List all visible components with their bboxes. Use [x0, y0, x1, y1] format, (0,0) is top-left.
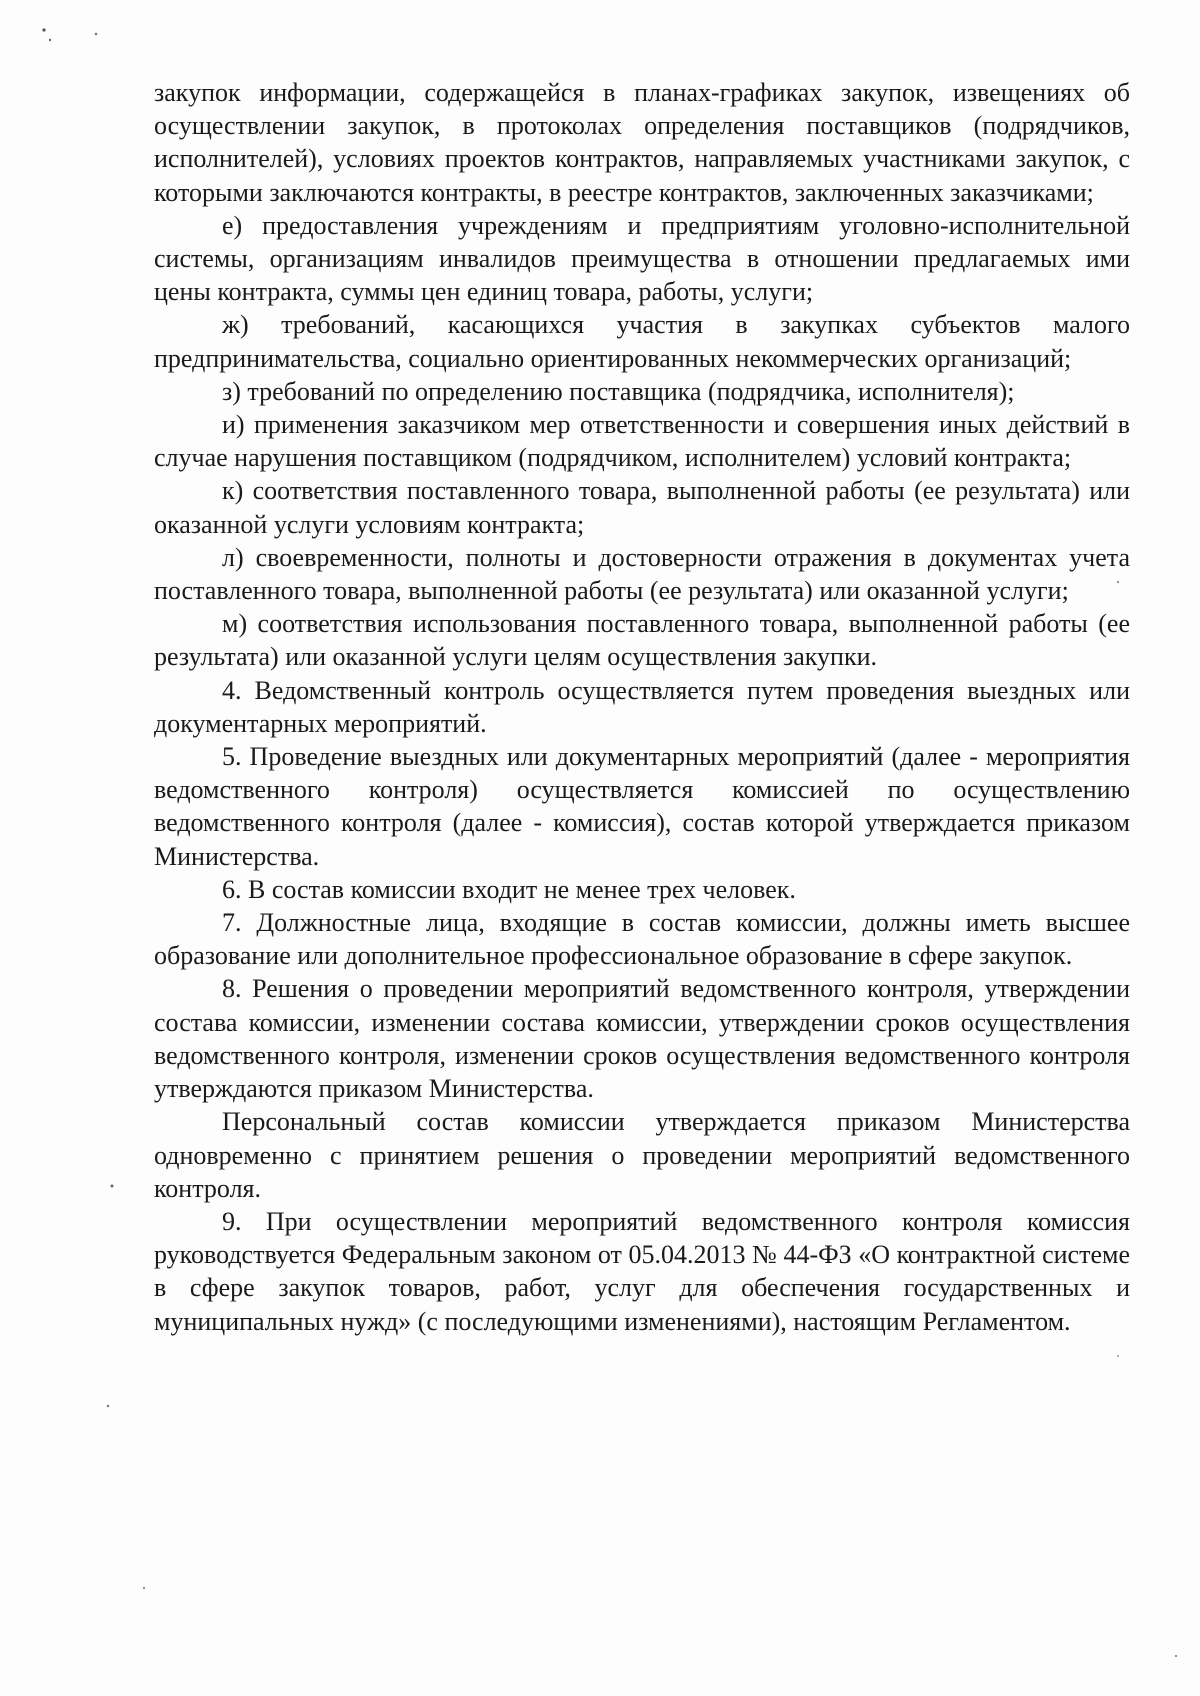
paragraph-9: 9. При осуществлении мероприятий ведомственного контроля комиссия руководствуется Федеральным законом от 05.04.2013 № 44-ФЗ «О контрактной системе в сфере закупок товаров, работ, услуг для обеспечения государственных и муниципальных нужд» (с последующими изменениями), настоящим Регламентом. — [154, 1206, 1130, 1336]
paragraph-l: л) своевременности, полноты и достоверности отражения в документах учета поставленного товара, выполненной работы (ее результата) или оказанной услуги; — [154, 542, 1130, 606]
paragraph-6: 6. В состав комиссии входит не менее трех человек. — [222, 874, 796, 904]
paragraph-k: к) соответствия поставленного товара, выполненной работы (ее результата) или оказанной услуги условиям контракта; — [154, 476, 1130, 539]
paragraph-7: 7. Должностные лица, входящие в состав комиссии, должны иметь высшее образование или дополнительное профессиональное образование в сфере закупок. — [154, 908, 1130, 971]
paragraph-4: 4. Ведомственный контроль осуществляется путем проведения выездных или документарных мероприятий. — [154, 675, 1130, 738]
paragraph-i: и) применения заказчиком мер ответственности и совершения иных действий в случае нарушения поставщиком (подрядчиком, исполнителем) условий контракта; — [154, 410, 1130, 473]
paragraph-z: з) требований по определению поставщика (подрядчика, исполнителя); — [222, 376, 1015, 406]
document-body — [154, 76, 1130, 1338]
paragraph-m: м) соответствия использования поставленного товара, выполненной работы (ее результата) или оказанной услуги целям осуществления закупки. — [154, 609, 1130, 672]
paragraph-zh: ж) требований, касающихся участия в закупках субъектов малого предпринимательства, социально ориентированных некоммерческих организаций; — [154, 310, 1130, 373]
paragraph-5: 5. Проведение выездных или документарных мероприятий (далее - мероприятия ведомственного контроля) осуществляется комиссией по осуществлению ведомственного контроля (далее - комиссия), состав которой утверждается приказом Министерства. — [154, 742, 1130, 871]
paragraph-continuation: закупок информации, содержащейся в планах-графиках закупок, извещениях об осуществлении закупок, в протоколах определения поставщиков (подрядчиков, исполнителей), условиях проектов контрактов, направляемых участниками закупок, с которыми заключаются контракты, в реестре контрактов, заключенных заказчиками; — [154, 78, 1130, 207]
paragraph-8: 8. Решения о проведении мероприятий ведомственного контроля, утверждении состава комиссии, изменении состава комиссии, утверждении сроков осуществления ведомственного контроля, изменении сроков осуществления ведомственного контроля утверждаются приказом Министерства. — [154, 974, 1130, 1104]
paragraph-8b: Персональный состав комиссии утверждается приказом Министерства одновременно с принятием решения о проведении мероприятий ведомственного контроля. — [154, 1107, 1130, 1203]
paragraph-e: е) предоставления учреждениям и предприятиям уголовно-исполнительной системы, организациям инвалидов преимущества в отношении предлагаемых ими цены контракта, суммы цен единиц товара, работы, услуги; — [154, 210, 1130, 307]
